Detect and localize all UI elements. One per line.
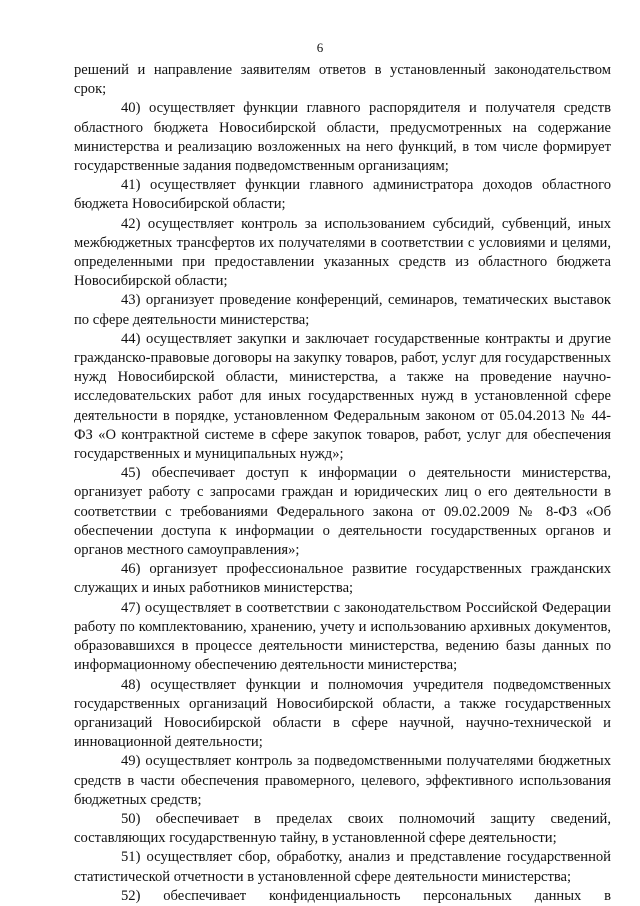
paragraph-item-44: 44) осуществляет закупки и заключает государственные контракты и другие гражданско-правовые договоры на закупку товаров, работ, услуг для государственных нужд Новосибирской области, министерства, а также на проведение научно-исследовательских работ для иных государственных нужд в установленной сфере деятельности в порядке, установленном Федеральным законом от 05.04.2013 № 44-ФЗ «О контрактной системе в сфере закупок товаров, работ, услуг для обеспечения государственных и муниципальных нужд»;: [74, 330, 611, 463]
paragraph-continuation: решений и направление заявителям ответов в установленный законодательством срок;: [74, 62, 611, 98]
paragraph-item-41: 41) осуществляет функции главного администратора доходов областного бюджета Новосибирской области;: [74, 177, 611, 213]
document-body: [74, 61, 611, 906]
paragraph-item-48: 48) осуществляет функции и полномочия учредителя подведомственных государственных организаций Новосибирской области, а также государственных организаций Новосибирской области в сфере научной, научно-технической и инновационной деятельности;: [74, 676, 611, 751]
paragraph-item-52: 52) обеспечивает конфиденциальность персональных данных в: [121, 887, 611, 904]
paragraph-item-40: 40) осуществляет функции главного распорядителя и получателя средств областного бюджета Новосибирской области, предусмотренных на содержание министерства и реализацию возложенных на него функций, в том числе формирует государственные задания подведомственным организациям;: [74, 100, 611, 175]
paragraph-item-46: 46) организует профессиональное развитие государственных гражданских служащих и иных работников министерства;: [74, 561, 611, 597]
paragraph-item-43: 43) организует проведение конференций, семинаров, тематических выставок по сфере деятельности министерства;: [74, 292, 611, 328]
paragraph-item-50: 50) обеспечивает в пределах своих полномочий защиту сведений, составляющих государственную тайну, в установленной сфере деятельности;: [74, 810, 611, 847]
paragraph-item-47: 47) осуществляет в соответствии с законодательством Российской Федерации работу по комплектованию, хранению, учету и использованию архивных документов, образовавшихся в процессе деятельности министерства, ведению базы данных по информационному обеспечению деятельности министерства;: [74, 599, 611, 674]
paragraph-item-42: 42) осуществляет контроль за использованием субсидий, субвенций, иных межбюджетных трансфертов их получателями в соответствии с условиями и целями, определенными при предоставлении указанных средств из областного бюджета Новосибирской области;: [74, 215, 611, 290]
paragraph-item-51: 51) осуществляет сбор, обработку, анализ и представление государственной статистической отчетности в установленной сфере деятельности министерства;: [74, 849, 611, 885]
paragraph-item-45: 45) обеспечивает доступ к информации о деятельности министерства, организует работу с запросами граждан и юридических лиц о его деятельности в соответствии с требованиями Федерального закона от 09.02.2009 № 8-ФЗ «Об обеспечении доступа к информации о деятельности государственных органов и органов местного самоуправления»;: [74, 465, 611, 559]
page-number: 6: [316, 40, 324, 55]
paragraph-item-49: 49) осуществляет контроль за подведомственными получателями бюджетных средств в части обеспечения правомерного, целевого, эффективного использования бюджетных средств;: [74, 753, 611, 808]
